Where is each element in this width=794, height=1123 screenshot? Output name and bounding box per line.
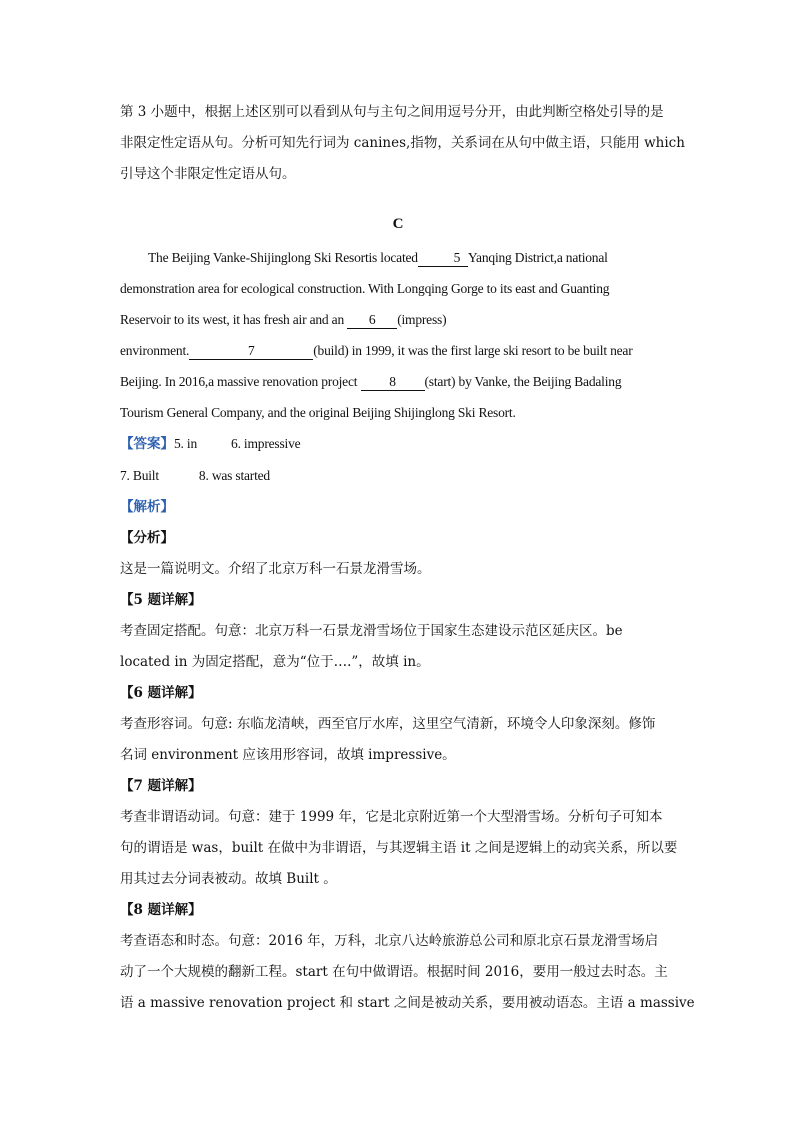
q7-line-3: 用其过去分词表被动。故填 Built 。 xyxy=(120,871,337,887)
q6-line-1: 考查形容词。句意: 东临龙清峡，西至官厅水库，这里空气清新，环境令人印象深刻。修饰 xyxy=(120,716,656,732)
q5-line-2: located in 为固定搭配，意为“位于….”，故填 in。 xyxy=(120,654,430,670)
document-content xyxy=(120,97,695,1019)
q7-line-1: 考查非谓语动词。句意：建于 1999 年，它是北京附近第一个大型滑雪场。分析句子可知本 xyxy=(120,809,663,825)
blank-6: 6 xyxy=(347,312,397,329)
answer-7: 7. Built xyxy=(120,468,159,483)
blank-8: 8 xyxy=(361,374,425,391)
answer-line-1 xyxy=(120,428,676,460)
section-heading: C xyxy=(392,216,404,232)
passage-line-1 xyxy=(120,242,676,273)
intro-line-2: 非限定性定语从句。分析可知先行词为 canines,指物，关系词在从句中做主语，只能用 which xyxy=(120,135,685,151)
q8-line-2: 动了一个大规模的翻新工程。start 在句中做谓语。根据时间 2016，要用一般过去时态。主 xyxy=(120,964,668,980)
intro-line-1: 第 3 小题中，根据上述区别可以看到从句与主句之间用逗号分开，由此判断空格处引导的是 xyxy=(120,104,664,120)
answer-line-2 xyxy=(120,460,676,492)
intro-line-3: 引导这个非限定性定语从句。 xyxy=(120,166,296,182)
q5-line-1: 考查固定搭配。句意：北京万科一石景龙滑雪场位于国家生态建设示范区延庆区。be xyxy=(120,623,623,639)
passage-line-4 xyxy=(120,335,676,366)
passage-text: Beijing. In 2016,a massive renovation project xyxy=(120,374,358,389)
passage-text: Reservoir to its west, it has fresh air and an xyxy=(120,312,344,327)
passage-line-5 xyxy=(120,366,676,397)
q8-line-1: 考查语态和时态。句意：2016 年，万科，北京八达岭旅游总公司和原北京石景龙滑雪场启 xyxy=(120,933,659,949)
analysis-tag: 【解析】 xyxy=(120,499,174,515)
q6-line-2: 名词 environment 应该用形容词，故填 impressive。 xyxy=(120,747,456,763)
q8-heading: 【8 题详解】 xyxy=(120,902,202,918)
passage-text: environment. xyxy=(120,343,190,358)
fenxi-text: 这是一篇说明文。介绍了北京万科一石景龙滑雪场。 xyxy=(120,561,431,577)
q5-heading: 【5 题详解】 xyxy=(120,592,202,608)
passage-text: (impress) xyxy=(397,312,447,327)
q8-line-3: 语 a massive renovation project 和 start 之间是被动关系，要用被动语态。主语 a massive xyxy=(120,995,695,1011)
blank-7: 7 xyxy=(189,343,313,360)
passage-text: (start) by Vanke, the Beijing Badaling xyxy=(424,374,622,389)
answer-8: 8. was started xyxy=(198,468,270,483)
blank-5: 5 xyxy=(418,250,468,267)
passage-text: The Beijing Vanke-Shijinglong Ski Resortis located xyxy=(148,250,418,265)
passage-line-2: demonstration area for ecological construction. With Longqing Gorge to its east and Guanting xyxy=(120,281,610,296)
fenxi-tag: 【分析】 xyxy=(120,530,174,546)
answer-5: 5. in xyxy=(174,436,198,451)
passage-line-3 xyxy=(120,304,676,335)
passage-text: Yanqing District,a national xyxy=(467,250,608,265)
passage xyxy=(120,242,676,428)
passage-line-6: Tourism General Company, and the original Beijing Shijinglong Ski Resort. xyxy=(120,405,516,420)
q7-line-2: 句的谓语是 was，built 在做中为非谓语，与其逻辑主语 it 之间是逻辑上的动宾关系，所以要 xyxy=(120,840,678,856)
answer-6: 6. impressive xyxy=(231,436,301,451)
answer-tag: 【答案】 xyxy=(120,436,174,452)
passage-text: (build) in 1999, it was the first large ski resort to be built near xyxy=(313,343,633,358)
q7-heading: 【7 题详解】 xyxy=(120,778,202,794)
q6-heading: 【6 题详解】 xyxy=(120,685,202,701)
